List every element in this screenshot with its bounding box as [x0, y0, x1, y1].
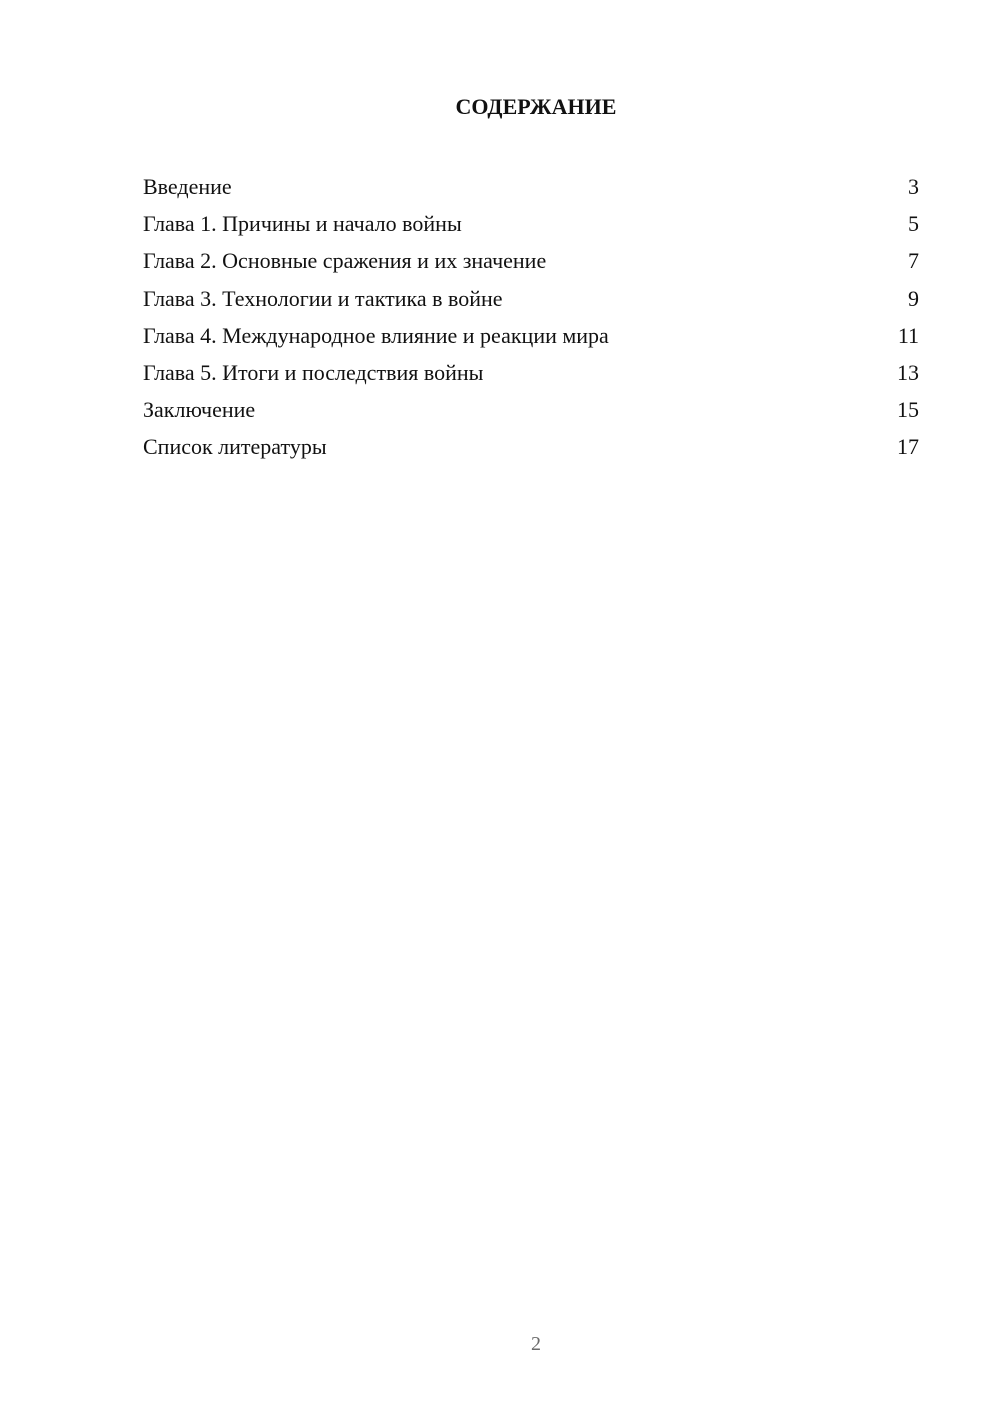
toc-entry-label: Глава 1. Причины и начало войны [143, 211, 462, 237]
toc-title-container [0, 94, 1000, 120]
toc-entry-label: Глава 2. Основные сражения и их значение [143, 248, 547, 274]
toc-entry-label: Введение [143, 174, 232, 199]
toc-entry-label: Список литературы [143, 434, 327, 460]
toc-entry-chapter-1 [143, 205, 919, 242]
toc-entry-page: 9 [908, 285, 919, 311]
toc-entry-chapter-3 [143, 280, 919, 317]
toc-entry-page: 15 [897, 397, 919, 423]
page-number: 2 [531, 1333, 541, 1355]
toc-entry-conclusion [143, 391, 919, 428]
toc-entry-label: Заключение [143, 397, 256, 423]
toc-entry-label: Глава 4. Международное влияние и реакции мира [143, 322, 609, 348]
toc-entry-introduction [143, 168, 919, 205]
toc-entry-page: 17 [897, 434, 919, 460]
toc-entry-page: 3 [908, 174, 919, 199]
toc-entry-chapter-5 [143, 354, 919, 391]
toc-entry-label: Глава 5. Итоги и последствия войны [143, 359, 484, 385]
toc-entry-bibliography [143, 428, 919, 465]
toc-entry-label: Глава 3. Технологии и тактика в войне [143, 285, 503, 311]
toc-title: СОДЕРЖАНИЕ [455, 94, 617, 119]
toc-entry-page: 13 [897, 359, 919, 385]
toc-list [143, 168, 919, 466]
toc-entry-chapter-2 [143, 242, 919, 279]
toc-entry-chapter-4 [143, 317, 919, 354]
toc-entry-page: 7 [908, 248, 919, 274]
toc-entry-page: 11 [897, 322, 919, 348]
toc-entry-page: 5 [908, 211, 919, 237]
